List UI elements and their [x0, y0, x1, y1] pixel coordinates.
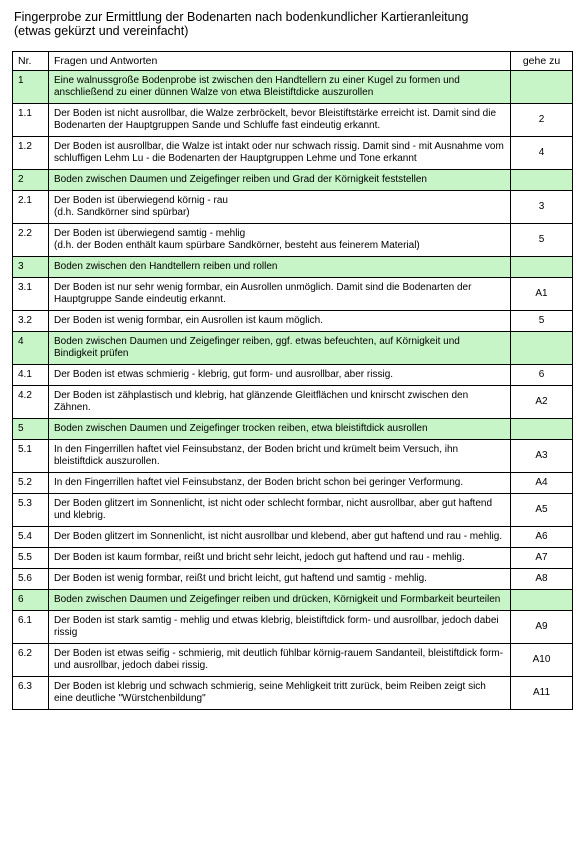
row-goto: A2	[511, 386, 573, 419]
row-text: Der Boden ist nur sehr wenig formbar, ein Ausrollen unmöglich. Damit sind die Bodenarten der Hauptgruppe Sande eindeutig erkannt.	[49, 278, 511, 311]
header-question: Fragen und Antworten	[49, 52, 511, 71]
row-text: Boden zwischen den Handtellern reiben und rollen	[49, 257, 511, 278]
row-number: 3.2	[13, 311, 49, 332]
row-text: Boden zwischen Daumen und Zeigefinger reiben und drücken, Körnigkeit und Formbarkeit beurteilen	[49, 590, 511, 611]
row-goto: 2	[511, 104, 573, 137]
title-line-2: (etwas gekürzt und vereinfacht)	[14, 24, 189, 38]
row-goto: A8	[511, 569, 573, 590]
row-text: Der Boden ist wenig formbar, reißt und bricht leicht, gut haftend und samtig - mehlig.	[49, 569, 511, 590]
row-number: 5.6	[13, 569, 49, 590]
table-row	[13, 494, 573, 527]
table-row	[13, 440, 573, 473]
row-number: 6.2	[13, 644, 49, 677]
row-goto: A4	[511, 473, 573, 494]
table-row	[13, 311, 573, 332]
row-number: 5.5	[13, 548, 49, 569]
row-goto: 5	[511, 224, 573, 257]
header-goto: gehe zu	[511, 52, 573, 71]
row-text: Der Boden glitzert im Sonnenlicht, ist nicht oder schlecht formbar, nicht ausrollbar, aber gut haftend und klebrig.	[49, 494, 511, 527]
section-row	[13, 590, 573, 611]
row-number: 1.2	[13, 137, 49, 170]
row-text: Der Boden ist zähplastisch und klebrig, hat glänzende Gleitflächen und knirscht zwischen den Zähnen.	[49, 386, 511, 419]
row-text: Der Boden ist etwas schmierig - klebrig, gut form- und ausrollbar, aber rissig.	[49, 365, 511, 386]
title-line-1: Fingerprobe zur Ermittlung der Bodenarten nach bodenkundlicher Kartieranleitung	[14, 10, 469, 24]
row-number: 5.3	[13, 494, 49, 527]
row-goto	[511, 170, 573, 191]
row-goto: A6	[511, 527, 573, 548]
key-table	[12, 51, 573, 710]
row-number: 6	[13, 590, 49, 611]
row-text: Der Boden ist klebrig und schwach schmierig, seine Mehligkeit tritt zurück, beim Reiben zeigt sich eine deutliche "Würstchenbildung"	[49, 677, 511, 710]
row-goto	[511, 419, 573, 440]
section-row	[13, 419, 573, 440]
row-number: 3.1	[13, 278, 49, 311]
row-text: Eine walnussgroße Bodenprobe ist zwischen den Handtellern zu einer Kugel zu formen und anschließend zu einer dünnen Walze von etwa Bleistiftdicke auszurollen	[49, 71, 511, 104]
row-number: 5.1	[13, 440, 49, 473]
row-goto: 5	[511, 311, 573, 332]
row-text: Boden zwischen Daumen und Zeigefinger reiben und Grad der Körnigkeit feststellen	[49, 170, 511, 191]
row-goto	[511, 590, 573, 611]
row-text: Der Boden ist stark samtig - mehlig und etwas klebrig, bleistiftdick form- und ausrollbar, jedoch dabei rissig	[49, 611, 511, 644]
table-header	[13, 52, 573, 71]
table-row	[13, 104, 573, 137]
row-goto	[511, 257, 573, 278]
table-body	[13, 71, 573, 710]
row-number: 4	[13, 332, 49, 365]
row-goto: A1	[511, 278, 573, 311]
row-number: 6.1	[13, 611, 49, 644]
table-row	[13, 611, 573, 644]
table-row	[13, 548, 573, 569]
row-number: 1	[13, 71, 49, 104]
table-row	[13, 191, 573, 224]
row-goto: A3	[511, 440, 573, 473]
row-text: Der Boden ist überwiegend samtig - mehlig (d.h. der Boden enthält kaum spürbare Sandkörner, besteht aus feinerem Material)	[49, 224, 511, 257]
row-number: 2.1	[13, 191, 49, 224]
section-row	[13, 170, 573, 191]
row-text: Der Boden ist kaum formbar, reißt und bricht sehr leicht, jedoch gut haftend und rau - mehlig.	[49, 548, 511, 569]
section-row	[13, 257, 573, 278]
row-number: 5.2	[13, 473, 49, 494]
row-text: Boden zwischen Daumen und Zeigefinger trocken reiben, etwa bleistiftdick ausrollen	[49, 419, 511, 440]
row-number: 1.1	[13, 104, 49, 137]
row-number: 5	[13, 419, 49, 440]
row-number: 4.2	[13, 386, 49, 419]
row-number: 6.3	[13, 677, 49, 710]
row-text: Der Boden ist etwas seifig - schmierig, mit deutlich fühlbar körnig-rauem Sandanteil, bleistiftdick form- und ausrollbar, jedoch dabei rissig.	[49, 644, 511, 677]
row-goto: A11	[511, 677, 573, 710]
row-text: Boden zwischen Daumen und Zeigefinger reiben, ggf. etwas befeuchten, auf Körnigkeit und Bindigkeit prüfen	[49, 332, 511, 365]
row-goto: A9	[511, 611, 573, 644]
row-text: Der Boden ist wenig formbar, ein Ausrollen ist kaum möglich.	[49, 311, 511, 332]
row-number: 2.2	[13, 224, 49, 257]
row-goto: 6	[511, 365, 573, 386]
table-row	[13, 278, 573, 311]
section-row	[13, 71, 573, 104]
row-goto: 3	[511, 191, 573, 224]
table-row	[13, 527, 573, 548]
table-row	[13, 644, 573, 677]
row-number: 5.4	[13, 527, 49, 548]
row-goto: A7	[511, 548, 573, 569]
table-row	[13, 473, 573, 494]
table-row	[13, 386, 573, 419]
header-nr: Nr.	[13, 52, 49, 71]
row-text: Der Boden ist überwiegend körnig - rau (d.h. Sandkörner sind spürbar)	[49, 191, 511, 224]
row-text: Der Boden ist ausrollbar, die Walze ist intakt oder nur schwach rissig. Damit sind - mit Ausnahme vom schluffigen Lehm Lu - die Bodenarten der Hauptgruppen Lehme und Tone erkannt	[49, 137, 511, 170]
table-row	[13, 137, 573, 170]
table-row	[13, 224, 573, 257]
row-number: 2	[13, 170, 49, 191]
row-text: In den Fingerrillen haftet viel Feinsubstanz, der Boden bricht und krümelt beim Versuch, ihn bleistiftdick auszurollen.	[49, 440, 511, 473]
row-goto: A5	[511, 494, 573, 527]
row-goto: 4	[511, 137, 573, 170]
table-row	[13, 677, 573, 710]
document-title	[14, 10, 574, 38]
section-row	[13, 332, 573, 365]
table-row	[13, 365, 573, 386]
row-number: 3	[13, 257, 49, 278]
row-goto	[511, 332, 573, 365]
row-text: Der Boden ist nicht ausrollbar, die Walze zerbröckelt, bevor Bleistiftstärke erreicht ist. Damit sind die Bodenarten der Hauptgruppen Sande und Schluffe fast eindeutig erkannt.	[49, 104, 511, 137]
row-number: 4.1	[13, 365, 49, 386]
row-goto: A10	[511, 644, 573, 677]
row-text: In den Fingerrillen haftet viel Feinsubstanz, der Boden bricht schon bei geringer Verformung.	[49, 473, 511, 494]
row-text: Der Boden glitzert im Sonnenlicht, ist nicht ausrollbar und klebend, aber gut haftend und rau - mehlig.	[49, 527, 511, 548]
row-goto	[511, 71, 573, 104]
table-row	[13, 569, 573, 590]
